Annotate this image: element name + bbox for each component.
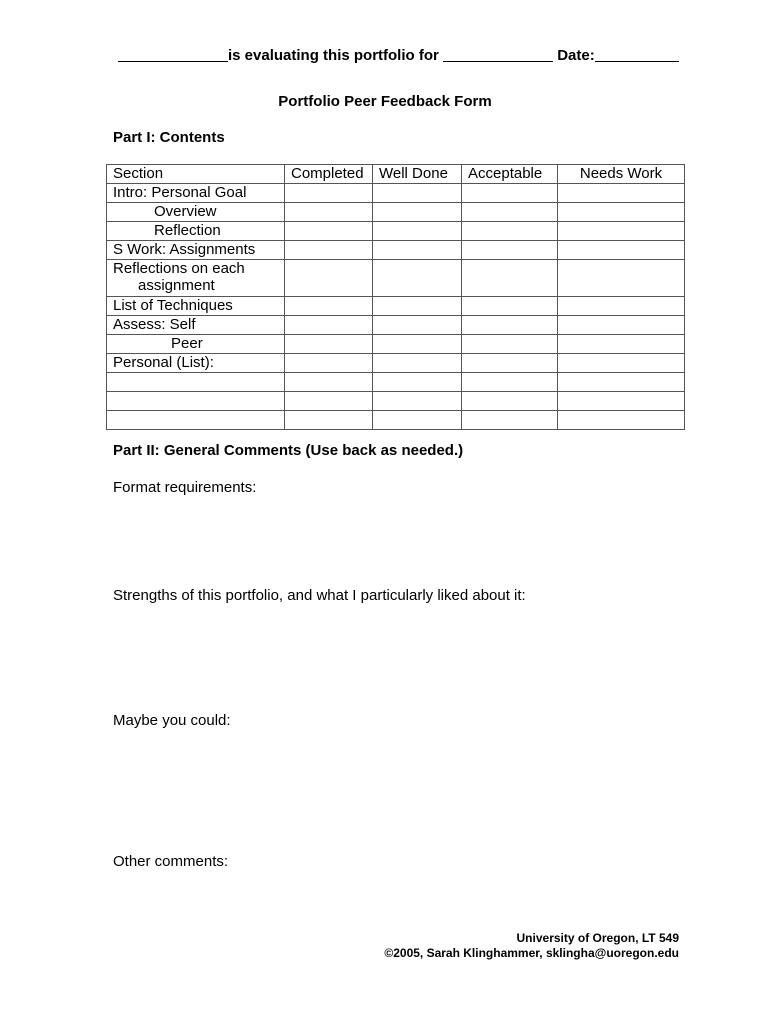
evaluation-header [118,47,679,64]
rating-cell[interactable] [462,260,558,297]
rating-cell[interactable] [558,335,685,354]
footer-copyright: ©2005, Sarah Klinghammer, sklingha@uoregon.edu [384,946,679,960]
contents-table [106,164,685,430]
row-label-line2: assignment [138,277,215,294]
date-blank[interactable] [595,60,679,62]
rating-cell[interactable] [462,392,558,411]
rating-cell[interactable] [285,203,373,222]
rating-cell[interactable] [285,222,373,241]
table-row [107,184,685,203]
rating-cell[interactable] [373,184,462,203]
rating-cell[interactable] [462,203,558,222]
row-label-line1: Reflections on each [113,260,245,277]
col-header-needs-work: Needs Work [558,165,685,184]
rating-cell[interactable] [462,316,558,335]
rating-cell[interactable] [285,373,373,392]
rating-cell[interactable] [285,335,373,354]
format-requirements-prompt: Format requirements: [113,479,257,496]
col-header-completed: Completed [285,165,373,184]
rating-cell[interactable] [558,411,685,430]
rating-cell[interactable] [462,184,558,203]
evaluator-name-blank[interactable] [118,60,228,62]
rating-cell[interactable] [462,222,558,241]
row-label [107,260,285,297]
rating-cell[interactable] [558,241,685,260]
footer-institution: University of Oregon, LT 549 [516,931,679,945]
col-header-acceptable: Acceptable [462,165,558,184]
rating-cell[interactable] [285,184,373,203]
other-comments-prompt: Other comments: [113,853,229,870]
table-row [107,392,685,411]
rating-cell[interactable] [558,222,685,241]
col-header-section: Section [107,165,285,184]
rating-cell[interactable] [462,373,558,392]
form-title: Portfolio Peer Feedback Form [278,93,492,110]
rating-cell[interactable] [373,335,462,354]
row-label: Reflection [107,222,285,241]
row-label[interactable] [107,411,285,430]
rating-cell[interactable] [373,316,462,335]
rating-cell[interactable] [285,392,373,411]
rating-cell[interactable] [373,354,462,373]
rating-cell[interactable] [462,335,558,354]
evaluating-text: is evaluating this portfolio for [228,47,439,64]
rating-cell[interactable] [285,411,373,430]
rating-cell[interactable] [373,241,462,260]
rating-cell[interactable] [373,203,462,222]
rating-cell[interactable] [558,373,685,392]
row-label: S Work: Assignments [107,241,285,260]
table-row [107,297,685,316]
rating-cell[interactable] [462,297,558,316]
strengths-prompt: Strengths of this portfolio, and what I particularly liked about it: [113,587,526,604]
portfolio-owner-blank[interactable] [443,60,553,62]
rating-cell[interactable] [285,260,373,297]
rating-cell[interactable] [462,411,558,430]
rating-cell[interactable] [373,411,462,430]
rating-cell[interactable] [285,241,373,260]
part1-heading: Part I: Contents [113,129,225,146]
rating-cell[interactable] [558,184,685,203]
rating-cell[interactable] [558,354,685,373]
row-label: Assess: Self [107,316,285,335]
rating-cell[interactable] [373,260,462,297]
rating-cell[interactable] [558,297,685,316]
rating-cell[interactable] [373,373,462,392]
row-label: Overview [107,203,285,222]
table-row [107,373,685,392]
row-label: Personal (List): [107,354,285,373]
table-row [107,335,685,354]
table-row [107,203,685,222]
rating-cell[interactable] [285,354,373,373]
table-row [107,241,685,260]
table-row [107,316,685,335]
rating-cell[interactable] [558,203,685,222]
rating-cell[interactable] [558,316,685,335]
maybe-you-could-prompt: Maybe you could: [113,712,231,729]
table-row [107,411,685,430]
part2-heading: Part II: General Comments (Use back as needed.) [113,442,464,459]
row-label[interactable] [107,392,285,411]
rating-cell[interactable] [558,392,685,411]
rating-cell[interactable] [373,222,462,241]
rating-cell[interactable] [285,297,373,316]
row-label: Peer [107,335,285,354]
row-label: List of Techniques [107,297,285,316]
rating-cell[interactable] [462,241,558,260]
table-header-row [107,165,685,184]
col-header-well-done: Well Done [373,165,462,184]
rating-cell[interactable] [373,392,462,411]
table-row [107,222,685,241]
table-row [107,354,685,373]
rating-cell[interactable] [285,316,373,335]
rating-cell[interactable] [558,260,685,297]
rating-cell[interactable] [373,297,462,316]
row-label[interactable] [107,373,285,392]
table-row [107,260,685,297]
date-label: Date: [557,47,595,64]
rating-cell[interactable] [462,354,558,373]
row-label: Intro: Personal Goal [107,184,285,203]
